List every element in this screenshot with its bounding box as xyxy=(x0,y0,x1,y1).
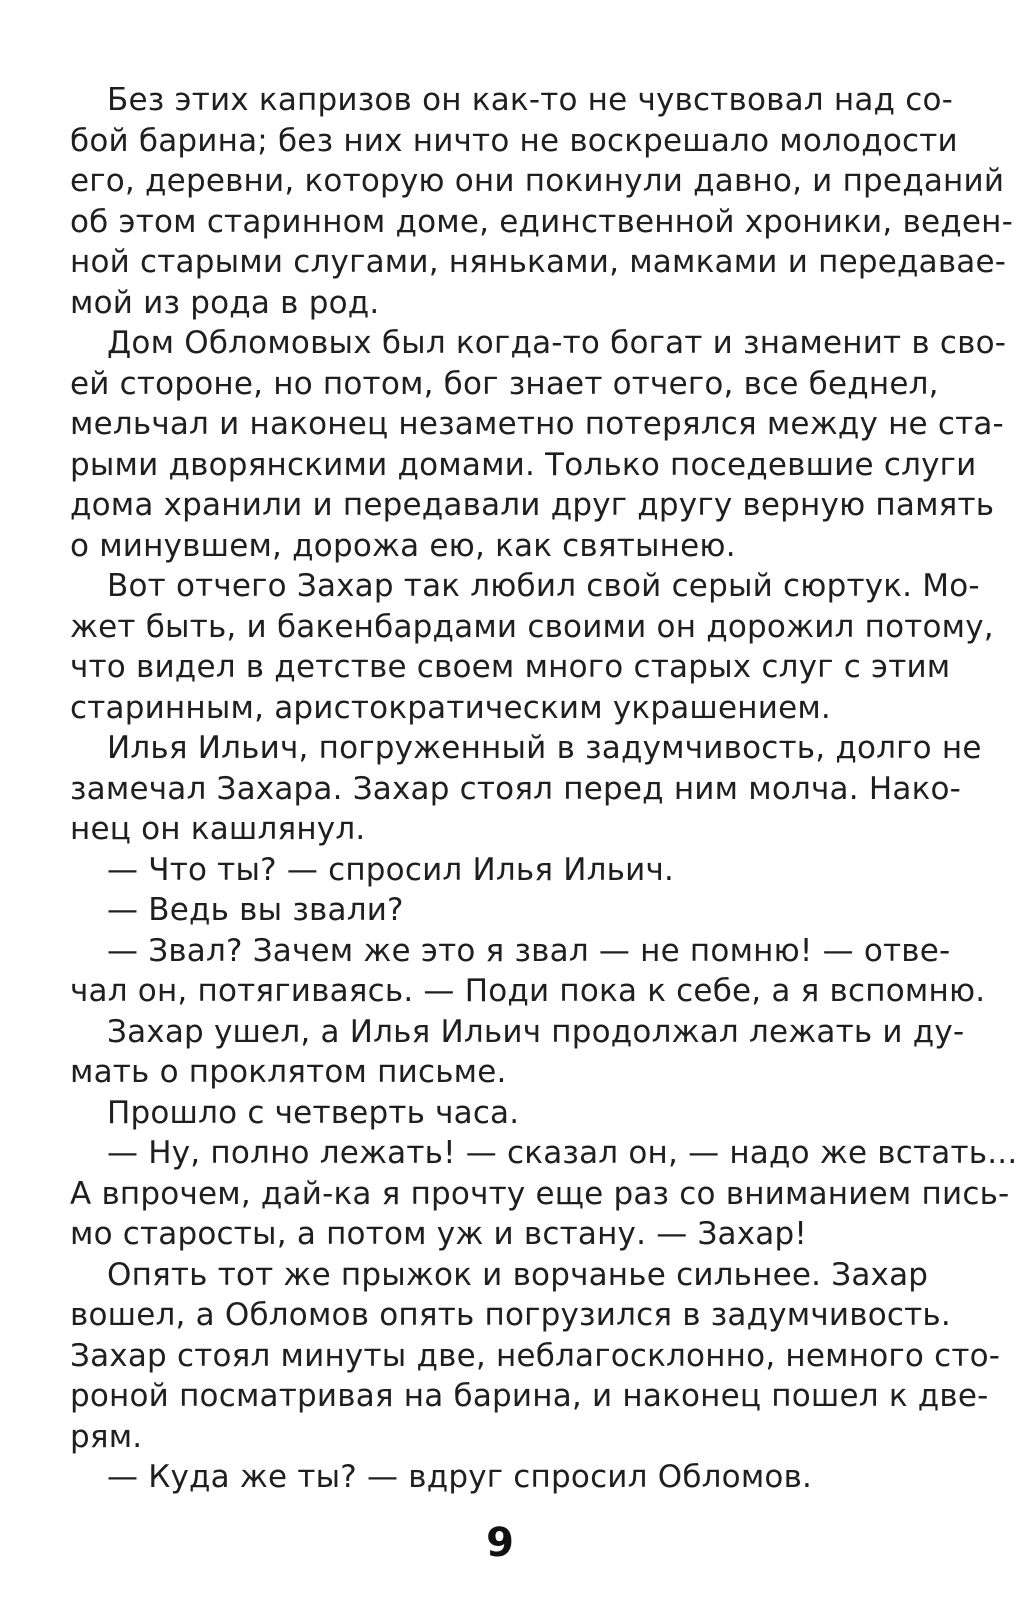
text-line: Дом Обломовых был когда-то богат и знаменит в сво- xyxy=(107,325,1007,361)
paragraph-1 xyxy=(70,80,1014,323)
paragraph-3 xyxy=(70,566,994,728)
text-line: чал он, потягиваясь. — Поди пока к себе, а я вспомню. xyxy=(70,973,986,1009)
text-line: его, деревни, которую они покинули давно, и преданий xyxy=(70,163,1005,199)
text-line: старинным, аристократическим украшением. xyxy=(70,689,831,726)
page-number: 9 xyxy=(486,1520,514,1566)
text-line: о минувшем, дорожа ею, как святынею. xyxy=(70,527,736,564)
text-line: Илья Ильич, погруженный в задумчивость, долго не xyxy=(107,730,982,766)
text-line: Прошло с четверть часа. xyxy=(107,1094,520,1131)
text-line: — Ведь вы звали? xyxy=(107,892,404,928)
text-line: ей стороне, но потом, бог знает отчего, все беднел, xyxy=(70,365,939,402)
text-line: — Ну, полно лежать! — сказал он, — надо же встать... xyxy=(107,1135,1017,1171)
text-line: мо старосты, а потом уж и встану. — Захар! xyxy=(70,1216,807,1252)
text-line: Без этих капризов он как-то не чувствовал над со- xyxy=(107,82,954,118)
paragraph-2 xyxy=(70,323,1007,566)
paragraph-8 xyxy=(70,1012,965,1093)
text-line: Опять тот же прыжок и ворчанье сильнее. Захар xyxy=(107,1256,929,1293)
text-line: ной старыми слугами, няньками, мамками и передавае- xyxy=(70,244,1007,280)
text-line: — Куда же ты? — вдруг спросил Обломов. xyxy=(107,1459,813,1495)
text-line: Вот отчего Захар так любил свой серый сюртук. Мо- xyxy=(107,568,980,604)
text-line: бой барина; без них ничто не воскрешало молодости xyxy=(70,122,958,159)
dialogue-line xyxy=(70,1457,918,1498)
text-line: вошел, а Обломов опять погрузился в задумчивость. xyxy=(70,1297,951,1333)
text-line: — Звал? Зачем же это я звал — не помню! — отве- xyxy=(107,932,951,969)
paragraph-11 xyxy=(70,1255,1001,1458)
text-line: что видел в детстве своем много старых слуг с этим xyxy=(70,649,951,685)
paragraph-4 xyxy=(70,728,982,850)
text-line: — Что ты? — спросил Илья Ильич. xyxy=(107,851,675,888)
text-line: дома хранили и передавали друг другу верную память xyxy=(70,487,995,523)
text-line: мельчал и наконец незаметно потерялся между не ста- xyxy=(70,406,1004,442)
text-line: нец он кашлянул. xyxy=(70,811,366,847)
text-line: замечал Захара. Захар стоял перед ним молча. Нако- xyxy=(70,770,962,807)
text-line: рям. xyxy=(70,1418,143,1455)
paragraph-9 xyxy=(70,1093,918,1134)
dialogue-line xyxy=(70,850,918,891)
text-line: роной посматривая на барина, и наконец пошел к две- xyxy=(70,1378,989,1414)
dialogue-line xyxy=(70,890,918,931)
text-line: А впрочем, дай-ка я прочту еще раз со вниманием пись- xyxy=(70,1175,1010,1212)
text-line: мой из рода в род. xyxy=(70,284,380,321)
text-line: Захар стоял минуты две, неблагосклонно, немного сто- xyxy=(70,1337,1001,1374)
dialogue-line xyxy=(70,931,986,1012)
text-line: Захар ушел, а Илья Ильич продолжал лежать и ду- xyxy=(107,1013,965,1050)
text-line: рыми дворянскими домами. Только поседевшие слуги xyxy=(70,446,977,483)
text-line: мать о проклятом письме. xyxy=(70,1054,507,1090)
dialogue-line xyxy=(70,1133,1017,1255)
text-line: об этом старинном доме, единственной хроники, веден- xyxy=(70,203,1014,240)
text-line: жет быть, и бакенбардами своими он дорожил потому, xyxy=(70,608,994,645)
page-body xyxy=(70,80,1017,1498)
